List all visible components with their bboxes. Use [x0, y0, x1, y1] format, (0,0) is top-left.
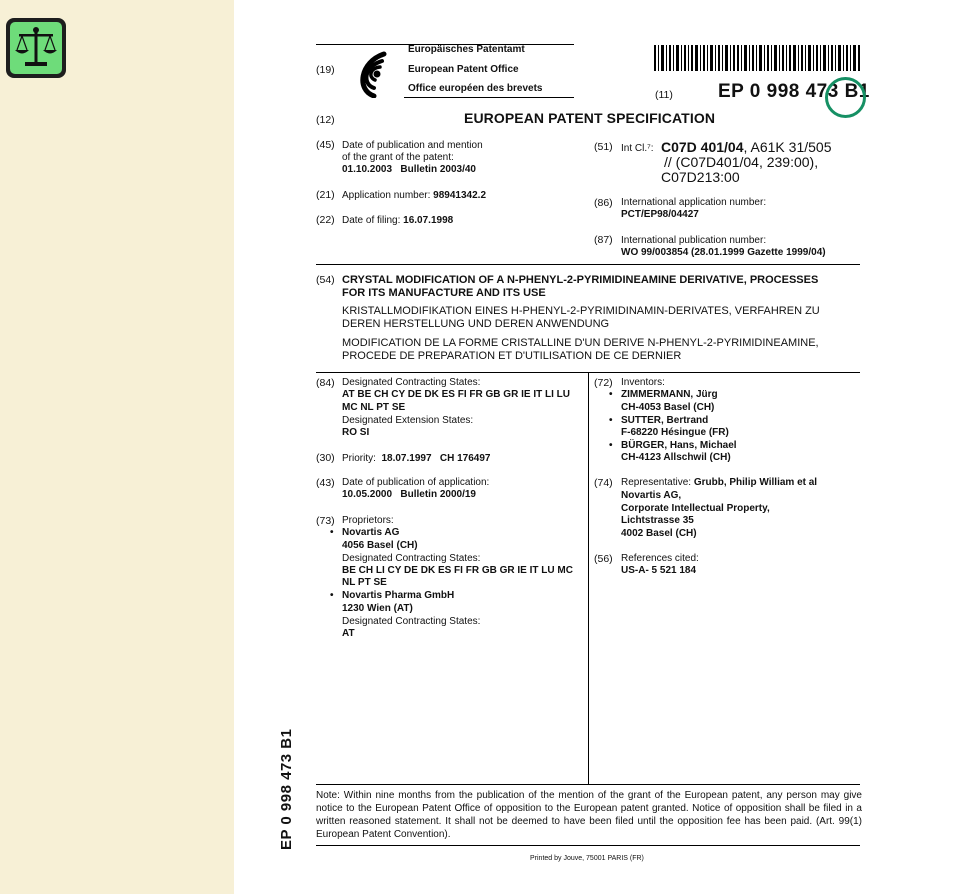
rule-above-note — [316, 784, 860, 785]
f86-code: (86) — [594, 197, 613, 209]
inventor-3-address: CH-4123 Allschwil (CH) — [621, 452, 731, 463]
f86-label: International application number: — [621, 197, 767, 208]
representative-line4: Lichtstrasse 35 — [621, 515, 694, 526]
column-divider — [588, 372, 589, 784]
f84-ext-states: RO SI — [342, 427, 370, 438]
title-code: (54) — [316, 274, 335, 286]
f21-label: Application number: — [342, 190, 431, 201]
representative-line5: 4002 Basel (CH) — [621, 528, 697, 539]
f43-value: 10.05.2000 Bulletin 2000/19 — [342, 489, 476, 500]
barcode — [654, 45, 860, 71]
office-name-fr: Office européen des brevets — [408, 83, 543, 94]
f51-label: Int Cl.⁷: — [621, 143, 654, 154]
title-de-line2: DEREN HERSTELLUNG UND DEREN ANWENDUNG — [342, 318, 610, 330]
f73-code: (73) — [316, 515, 335, 527]
inventor-1-address: CH-4053 Basel (CH) — [621, 402, 715, 413]
proprietor-2-states-label: Designated Contracting States: — [342, 616, 481, 627]
inventor-1-name: • ZIMMERMANN, Jürg — [621, 389, 718, 401]
office-code: (19) — [316, 64, 335, 76]
f84-ext-label: Designated Extension States: — [342, 415, 474, 426]
f45-line2: of the grant of the patent: — [342, 152, 454, 163]
rule-above-title — [316, 264, 860, 265]
proprietor-2-name: • Novartis Pharma GmbH — [342, 590, 454, 602]
office-rule — [404, 97, 574, 98]
publication-code: (11) — [655, 89, 673, 101]
f73-label: Proprietors: — [342, 515, 394, 526]
inventor-2-address: F-68220 Hésingue (FR) — [621, 427, 729, 438]
inventor-3-name: • BÜRGER, Hans, Michael — [621, 440, 737, 452]
proprietor-1-states-label: Designated Contracting States: — [342, 553, 481, 564]
f22-label: Date of filing: — [342, 215, 401, 226]
epo-logo-icon — [350, 46, 402, 98]
inventor-2-name: • SUTTER, Bertrand — [621, 415, 708, 427]
f84-label: Designated Contracting States: — [342, 377, 481, 388]
filing-date: 16.07.1998 — [403, 215, 454, 226]
f30-code: (30) — [316, 452, 335, 464]
title-fr-line2: PROCEDE DE PREPARATION ET D'UTILISATION DE CE DERNIER — [342, 350, 682, 362]
f74-code: (74) — [594, 477, 613, 489]
title-en-line2: FOR ITS MANUFACTURE AND ITS USE — [342, 287, 546, 299]
f45-code: (45) — [316, 139, 335, 151]
f51-code: (51) — [594, 141, 613, 153]
ipc-rest: , A61K 31/505 — [743, 139, 832, 155]
international-publication-number: WO 99/003854 (28.01.1999 Gazette 1999/04) — [621, 247, 826, 258]
printer-line: Printed by Jouve, 75001 PARIS (FR) — [530, 855, 644, 862]
representative-name: Grubb, Philip William et al — [693, 477, 818, 488]
representative-line2: Novartis AG, — [621, 490, 682, 501]
application-number: 98941342.2 — [433, 190, 487, 201]
doc-type-code: (12) — [316, 114, 335, 126]
f45-line1: Date of publication and mention — [342, 140, 483, 151]
f74-label: Representative: — [621, 477, 692, 488]
f45-value: 01.10.2003 Bulletin 2003/40 — [342, 164, 476, 175]
f84-states-line2: MC NL PT SE — [342, 402, 406, 413]
f43-code: (43) — [316, 477, 335, 489]
title-fr-line1: MODIFICATION DE LA FORME CRISTALLINE D'UN DERIVE N-PHENYL-2-PYRIMIDINEAMINE, — [342, 337, 819, 349]
f72-label: Inventors: — [621, 377, 665, 388]
publication-number: EP 0 998 473 B1 — [718, 81, 870, 102]
f84-states-line1: AT BE CH CY DE DK ES FI FR GB GR IE IT LI LU — [342, 389, 570, 400]
ipc-main: C07D 401/04 — [661, 139, 744, 155]
ipc-line2: // (C07D401/04, 239:00), — [664, 154, 819, 170]
priority-value: 18.07.1997 CH 176497 — [381, 453, 491, 464]
proprietor-2-states: AT — [342, 628, 355, 639]
opposition-note: Note: Within nine months from the publication of the mention of the grant of the European patent, any person may give notice to the European Patent Office of opposition to the European patent granted. Notice of opposition shall be filed in a written reasoned statement. It shall not be deemed to have been filed until the opposition fee has been paid. (Art. 99(1) European Patent Convention). — [316, 790, 862, 840]
app-badge[interactable] — [6, 18, 66, 78]
f87-label: International publication number: — [621, 235, 767, 246]
ipc-line3: C07D213:00 — [661, 169, 740, 185]
patent-document — [234, 0, 960, 894]
doc-type-title: EUROPEAN PATENT SPECIFICATION — [464, 110, 716, 126]
f87-code: (87) — [594, 234, 613, 246]
f21-code: (21) — [316, 189, 335, 201]
office-name-de: Europäisches Patentamt — [408, 44, 525, 55]
proprietor-1-states-line2: NL PT SE — [342, 577, 387, 588]
representative-line3: Corporate Intellectual Property, — [621, 503, 770, 514]
title-de-line1: KRISTALLMODIFIKATION EINES H-PHENYL-2-PYRIMIDINAMIN-DERIVATES, VERFAHREN ZU — [342, 305, 820, 317]
f43-label: Date of publication of application: — [342, 477, 490, 488]
international-application-number: PCT/EP98/04427 — [621, 209, 699, 220]
side-publication-number: EP 0 998 473 B1 — [278, 728, 295, 850]
proprietor-1-states-line1: BE CH LI CY DE DK ES FI FR GB GR IE IT LU MC — [342, 565, 573, 576]
proprietor-1-name: • Novartis AG — [342, 527, 399, 539]
scales-of-justice-icon — [10, 22, 62, 74]
rule-above-printer — [316, 845, 860, 846]
f84-code: (84) — [316, 377, 335, 389]
f30-label: Priority: — [342, 453, 376, 464]
f56-label: References cited: — [621, 553, 699, 564]
proprietor-2-address: 1230 Wien (AT) — [342, 603, 413, 614]
title-en-line1: CRYSTAL MODIFICATION OF A N-PHENYL-2-PYRIMIDINEAMINE DERIVATIVE, PROCESSES — [342, 274, 819, 286]
kind-code-highlight — [825, 77, 866, 118]
proprietor-1-address: 4056 Basel (CH) — [342, 540, 418, 551]
reference-cited: US-A- 5 521 184 — [621, 565, 697, 576]
f56-code: (56) — [594, 553, 613, 565]
f72-code: (72) — [594, 377, 613, 389]
f22-code: (22) — [316, 214, 335, 226]
office-name-en: European Patent Office — [408, 64, 519, 75]
